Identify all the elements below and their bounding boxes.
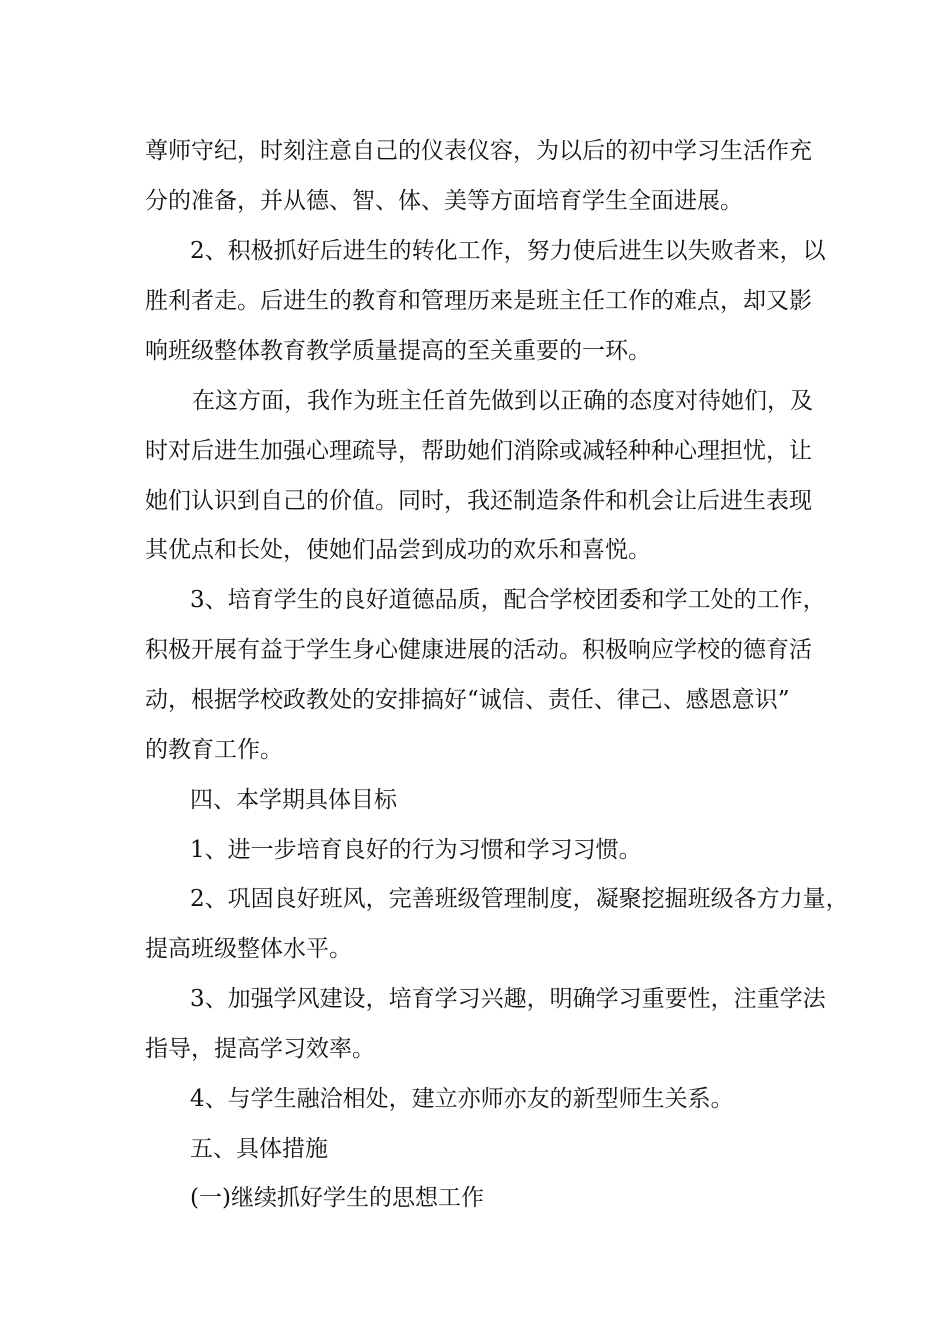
text-line: 胜利者走。后进生的教育和管理历来是班主任工作的难点，却又影 <box>145 288 812 314</box>
text-line: 2、巩固良好班风，完善班级管理制度，凝聚挖掘班级各方力量， <box>190 886 849 912</box>
text-line: 她们认识到自己的价值。同时，我还制造条件和机会让后进生表现 <box>145 488 812 514</box>
text-line: 动，根据学校政教处的安排搞好“诚信、责任、律己、感恩意识” <box>145 687 790 713</box>
section-heading: 五、具体措施 <box>190 1136 328 1162</box>
text-line: 3、培育学生的良好道德品质，配合学校团委和学工处的工作， <box>190 587 826 613</box>
text-line: 3、加强学风建设，培育学习兴趣，明确学习重要性，注重学法 <box>190 986 826 1012</box>
text-line: 其优点和长处，使她们品尝到成功的欢乐和喜悦。 <box>145 537 651 563</box>
text-line: 提高班级整体水平。 <box>145 936 352 962</box>
text-line: 响班级整体教育教学质量提高的至关重要的一环。 <box>145 338 651 364</box>
text-line: 的教育工作。 <box>145 737 283 763</box>
text-line: 4、与学生融洽相处，建立亦师亦友的新型师生关系。 <box>190 1086 734 1112</box>
text-line: 指导，提高学习效率。 <box>145 1036 375 1062</box>
section-heading: 四、本学期具体目标 <box>190 787 397 813</box>
text-line: 分的准备，并从德、智、体、美等方面培育学生全面进展。 <box>145 188 743 214</box>
text-line: 在这方面，我作为班主任首先做到以正确的态度对待她们，及 <box>192 388 813 414</box>
subsection-heading: (一)继续抓好学生的思想工作 <box>190 1185 484 1211</box>
text-line: 时对后进生加强心理疏导，帮助她们消除或减轻种种心理担忧，让 <box>145 438 812 464</box>
text-line: 尊师守纪，时刻注意自己的仪表仪容，为以后的初中学习生活作充 <box>145 138 812 164</box>
text-line: 2、积极抓好后进生的转化工作，努力使后进生以失败者来，以 <box>190 238 826 264</box>
text-line: 积极开展有益于学生身心健康进展的活动。积极响应学校的德育活 <box>145 637 812 663</box>
text-line: 1、进一步培育良好的行为习惯和学习习惯。 <box>190 837 642 863</box>
